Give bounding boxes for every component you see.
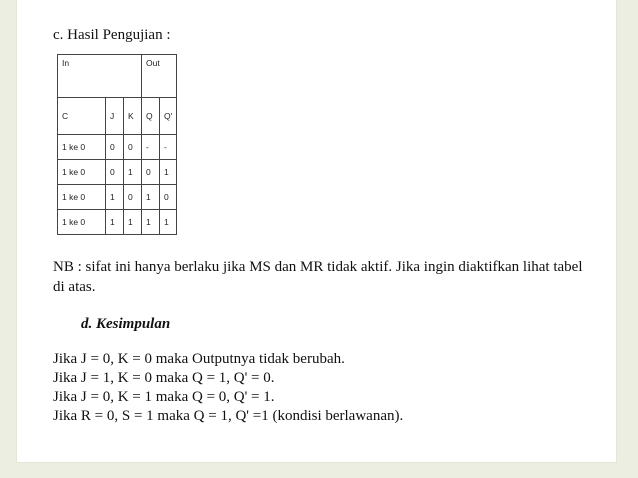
conclusion-list bbox=[53, 350, 403, 426]
table-cell: 1 bbox=[124, 210, 142, 235]
conclusion-line: Jika J = 1, K = 0 maka Q = 1, Q' = 0. bbox=[53, 370, 275, 386]
table-cell: 0 bbox=[160, 185, 177, 210]
table-cell: 1 bbox=[106, 185, 124, 210]
table-header-c: C bbox=[58, 98, 106, 135]
table-cell: 1 bbox=[124, 160, 142, 185]
conclusion-line: Jika J = 0, K = 1 maka Q = 0, Q' = 1. bbox=[53, 389, 275, 405]
table-cell: 0 bbox=[106, 135, 124, 160]
table-header-j: J bbox=[106, 98, 124, 135]
table-cell: - bbox=[142, 135, 160, 160]
table-cell: 1 bbox=[160, 210, 177, 235]
table-header-q: Q bbox=[142, 98, 160, 135]
conclusion-heading: d. Kesimpulan bbox=[81, 316, 171, 332]
table-group-header-in: In bbox=[58, 55, 142, 98]
table-cell: 1 bbox=[106, 210, 124, 235]
table-cell: 0 bbox=[124, 185, 142, 210]
section-heading: c. Hasil Pengujian : bbox=[53, 27, 171, 43]
table-cell: 1 bbox=[142, 185, 160, 210]
table-header-q-bar: Q' bbox=[160, 98, 177, 135]
table-cell: 0 bbox=[106, 160, 124, 185]
table-cell: 0 bbox=[142, 160, 160, 185]
table-cell: 0 bbox=[124, 135, 142, 160]
table-cell: - bbox=[160, 135, 177, 160]
conclusion-line: Jika R = 0, S = 1 maka Q = 1, Q' =1 (kondisi berlawanan). bbox=[53, 408, 404, 424]
table-cell: 1 ke 0 bbox=[58, 210, 106, 235]
note-paragraph: NB : sifat ini hanya berlaku jika MS dan MR tidak aktif. Jika ingin diaktifkan lihat tabel di atas. bbox=[53, 259, 583, 295]
table-row bbox=[58, 185, 177, 210]
table-cell: 1 bbox=[160, 160, 177, 185]
table-row bbox=[58, 210, 177, 235]
table-group-header-out: Out bbox=[142, 55, 177, 98]
truth-table bbox=[57, 54, 177, 235]
table-cell: 1 ke 0 bbox=[58, 185, 106, 210]
table-cell: 1 ke 0 bbox=[58, 135, 106, 160]
table-cell: 1 bbox=[142, 210, 160, 235]
table-row bbox=[58, 135, 177, 160]
table-cell: 1 ke 0 bbox=[58, 160, 106, 185]
conclusion-line: Jika J = 0, K = 0 maka Outputnya tidak berubah. bbox=[53, 351, 345, 367]
table-header-k: K bbox=[124, 98, 142, 135]
table-row bbox=[58, 160, 177, 185]
